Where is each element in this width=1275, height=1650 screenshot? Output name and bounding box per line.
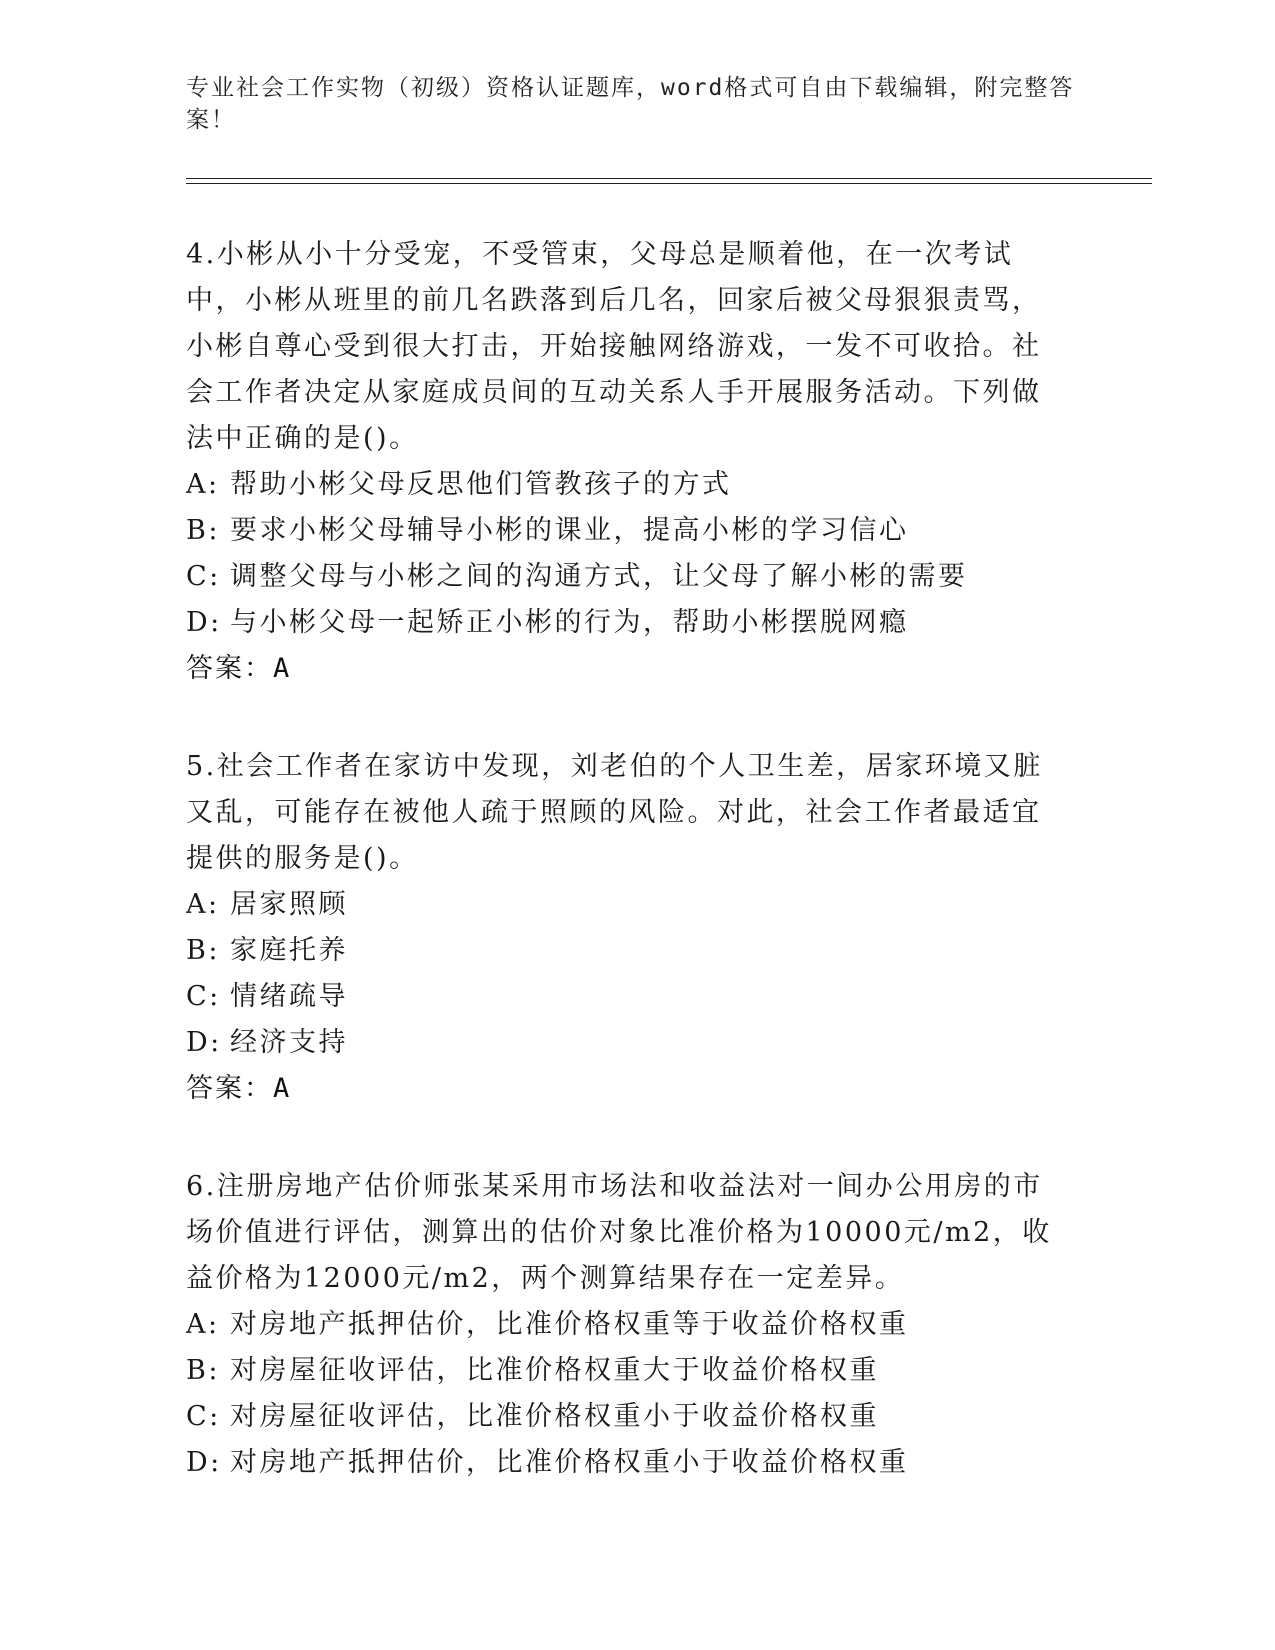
option-text: 对房地产抵押估价，比准价格权重小于收益价格权重 xyxy=(230,1447,909,1478)
option-a xyxy=(186,882,1066,928)
option-b xyxy=(186,508,1066,554)
option-a xyxy=(186,1302,1066,1348)
option-text: 家庭托养 xyxy=(230,935,348,966)
option-text: 调整父母与小彬之间的沟通方式，让父母了解小彬的需要 xyxy=(230,561,968,592)
question-stem: 4.小彬从小十分受宠，不受管束，父母总是顺着他，在一次考试中，小彬从班里的前几名跌落到后几名，回家后被父母狠狠责骂，小彬自尊心受到很大打击，开始接触网络游戏，一发不可收拾。社会工作者决定从家庭成员间的互动关系人手开展服务活动。下列做法中正确的是()。 xyxy=(186,239,1042,454)
option-letter: C: xyxy=(186,561,221,592)
option-letter: C: xyxy=(186,981,221,1012)
option-letter: A: xyxy=(186,469,220,500)
option-letter: D: xyxy=(186,1447,222,1478)
option-d xyxy=(186,600,1066,646)
option-text: 情绪疏导 xyxy=(230,981,348,1012)
question-item xyxy=(186,1164,1066,1486)
option-text: 要求小彬父母辅导小彬的课业，提高小彬的学习信心 xyxy=(230,515,909,546)
option-letter: B: xyxy=(186,935,220,966)
question-item xyxy=(186,744,1066,1112)
option-letter: D: xyxy=(186,607,222,638)
header-divider-top xyxy=(186,178,1152,179)
option-letter: B: xyxy=(186,1355,220,1386)
option-letter: B: xyxy=(186,515,220,546)
option-text: 帮助小彬父母反思他们管教孩子的方式 xyxy=(230,469,732,500)
option-text: 居家照顾 xyxy=(230,889,348,920)
option-text: 对房地产抵押估价，比准价格权重等于收益价格权重 xyxy=(230,1309,909,1340)
option-text: 对房屋征收评估，比准价格权重大于收益价格权重 xyxy=(230,1355,879,1386)
option-c xyxy=(186,1394,1066,1440)
option-text: 对房屋征收评估，比准价格权重小于收益价格权重 xyxy=(230,1401,879,1432)
option-letter: A: xyxy=(186,1309,220,1340)
option-letter: D: xyxy=(186,1027,222,1058)
option-text: 与小彬父母一起矫正小彬的行为，帮助小彬摆脱网瘾 xyxy=(230,607,909,638)
option-c xyxy=(186,554,1066,600)
option-b xyxy=(186,1348,1066,1394)
question-list xyxy=(186,232,1066,1486)
option-letter: A: xyxy=(186,889,220,920)
option-d xyxy=(186,1020,1066,1066)
question-item xyxy=(186,232,1066,692)
option-b xyxy=(186,928,1066,974)
option-letter: C: xyxy=(186,1401,221,1432)
option-d xyxy=(186,1440,1066,1486)
answer-line: 答案：A xyxy=(186,653,292,684)
question-stem: 5.社会工作者在家访中发现，刘老伯的个人卫生差，居家环境又脏又乱，可能存在被他人疏于照顾的风险。对此，社会工作者最适宜提供的服务是()。 xyxy=(186,751,1043,874)
header-divider-bottom xyxy=(186,183,1152,184)
option-text: 经济支持 xyxy=(230,1027,348,1058)
page-header: 专业社会工作实物（初级）资格认证题库，word格式可自由下载编辑，附完整答案！ xyxy=(186,75,1075,133)
answer-line: 答案：A xyxy=(186,1073,292,1104)
question-stem: 6.注册房地产估价师张某采用市场法和收益法对一间办公用房的市场价值进行评估，测算出的估价对象比准价格为10000元/m2，收益价格为12000元/m2，两个测算结果存在一定差异。 xyxy=(186,1171,1052,1294)
option-a xyxy=(186,462,1066,508)
option-c xyxy=(186,974,1066,1020)
